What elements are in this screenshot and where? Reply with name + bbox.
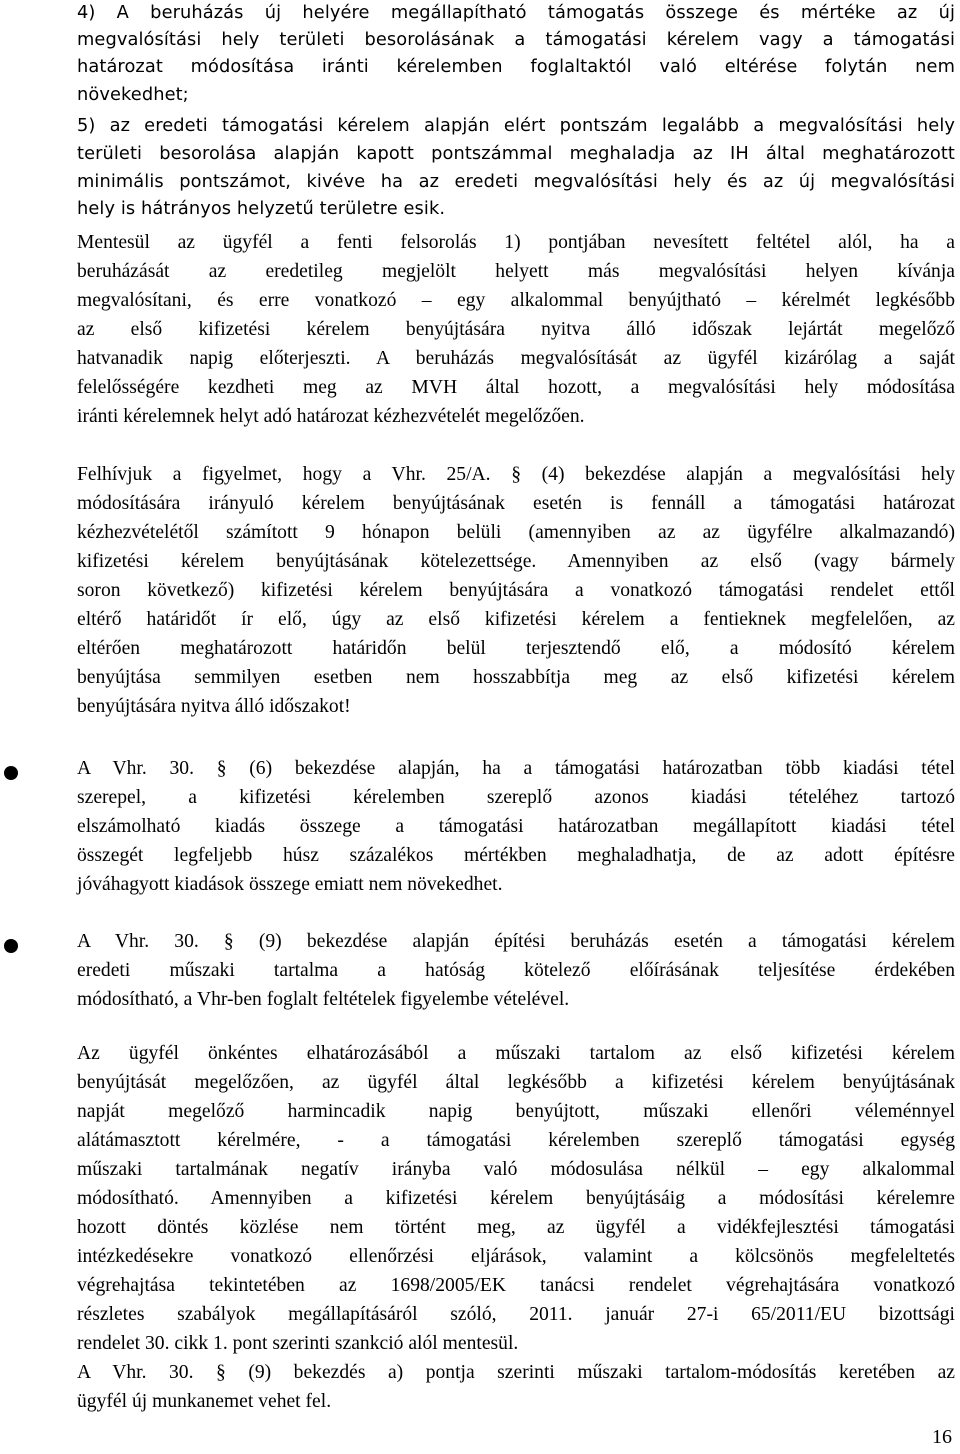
sans-line: 5) az eredeti támogatási kérelem alapján elért pontszám legalább a megvalósítási hely [77,115,955,136]
body-line: kézhezvételétől számított 9 hónapon belüli (amennyiben az az ügyfélre alkalmazandó) [77,522,955,543]
sans-line: növekedhet; [77,84,189,105]
body-line: napját megelőző harmincadik napig benyújtott, műszaki ellenőri véleménnyel [77,1101,955,1122]
page-number: 16 [932,1426,952,1448]
body-line: végrehajtása tekintetében az 1698/2005/EK tanácsi rendelet végrehajtására vonatkozó [77,1275,955,1296]
sans-line: területi besorolása alapján kapott pontszámmal meghaladja az IH által meghatározott [77,143,955,164]
body-line: Az ügyfél önkéntes elhatározásából a műszaki tartalom az első kifizetési kérelem [77,1043,955,1064]
body-line: módosítására irányuló kérelem benyújtásának esetén is fennáll a támogatási határozat [77,493,955,514]
body-line: benyújtását megelőzően, az ügyfél által legkésőbb a kifizetési kérelem benyújtásának [77,1072,955,1093]
body-line: az első kifizetési kérelem benyújtására nyitva álló időszak lejártát megelőző [77,319,955,340]
body-line: alátámasztott kérelmére, - a támogatási kérelemben szereplő támogatási egység [77,1130,955,1151]
sans-line: határozat módosítása iránti kérelemben foglaltaktól való eltérése folytán nem [77,56,955,77]
body-line: eltérő határidőt ír elő, úgy az első kifizetési kérelem a fentieknek megfelelően, az [77,609,955,630]
sans-line: megvalósítási hely területi besorolásának a támogatási kérelem vagy a támogatási [77,29,955,50]
body-line: kifizetési kérelem benyújtásának kötelezettsége. Amennyiben az első (vagy bármely [77,551,955,572]
body-line: ügyfél új munkanemet vehet fel. [77,1391,332,1412]
body-line: módosítható, a Vhr-ben foglalt feltételek figyelembe vételével. [77,989,570,1010]
body-line: benyújtása semmilyen esetben nem hosszabbítja meg az első kifizetési kérelem [77,667,955,688]
body-line: A Vhr. 30. § (6) bekezdése alapján, ha a támogatási határozatban több kiadási tétel [77,758,955,779]
sans-line: 4) A beruházás új helyére megállapítható támogatás összege és mértéke az új [77,2,955,23]
body-line: iránti kérelemnek helyt adó határozat kézhezvételét megelőzően. [77,406,585,427]
body-line: eltérően meghatározott határidőn belül terjesztendő elő, a módosító kérelem [77,638,955,659]
body-line: szerepel, a kifizetési kérelemben szereplő azonos kiadási tételéhez tartozó [77,787,955,808]
body-line: felelősségére kezdheti meg az MVH által hozott, a megvalósítási hely módosítása [77,377,955,398]
body-line: A Vhr. 30. § (9) bekezdése alapján építési beruházás esetén a támogatási kérelem [77,931,955,952]
body-line: eredeti műszaki tartalma a hatóság kötelező előírásának teljesítése érdekében [77,960,955,981]
body-line: módosítható. Amennyiben a kifizetési kérelem benyújtásáig a módosítási kérelemre [77,1188,955,1209]
body-line: jóváhagyott kiadások összege emiatt nem növekedhet. [77,874,503,895]
body-line: hatvanadik napig előterjeszti. A beruházás megvalósítását az ügyfél kizárólag a saját [77,348,955,369]
bullet-dot [4,939,18,953]
body-line: Felhívjuk a figyelmet, hogy a Vhr. 25/A. § (4) bekezdése alapján a megvalósítási hely [77,464,955,485]
sans-line: hely is hátrányos helyzetű területre esik. [77,198,446,219]
body-line: műszaki tartalmának negatív irányba való módosulása nélkül – egy alkalommal [77,1159,955,1180]
body-line: A Vhr. 30. § (9) bekezdés a) pontja szerinti műszaki tartalom-módosítás keretében az [77,1362,955,1383]
body-line: hozott döntés közlése nem történt meg, az ügyfél a vidékfejlesztési támogatási [77,1217,955,1238]
body-line: elszámolható kiadás összege a támogatási határozatban megállapított kiadási tétel [77,816,955,837]
body-line: benyújtására nyitva álló időszakot! [77,696,351,717]
body-line: megvalósítani, és erre vonatkozó – egy alkalommal benyújtható – kérelmét legkésőbb [77,290,955,311]
body-line: intézkedésekre vonatkozó ellenőrzési eljárások, valamint a kölcsönös megfeleltetés [77,1246,955,1267]
sans-line: minimális pontszámot, kivéve ha az eredeti megvalósítási hely és az új megvalósítási [77,171,955,192]
body-line: soron következő) kifizetési kérelem benyújtására a vonatkozó támogatási rendelet ettől [77,580,955,601]
body-line: Mentesül az ügyfél a fenti felsorolás 1) pontjában nevesített feltétel alól, ha a [77,232,955,253]
bullet-dot [4,766,18,780]
body-line: részletes szabályok megállapításáról szóló, 2011. január 27-i 65/2011/EU bizottsági [77,1304,955,1325]
body-line: összegét legfeljebb húsz százalékos mértékben meghaladhatja, de az adott építésre [77,845,955,866]
body-line: rendelet 30. cikk 1. pont szerinti szankció alól mentesül. [77,1333,519,1354]
body-line: beruházását az eredetileg megjelölt helyett más megvalósítási helyen kívánja [77,261,955,282]
